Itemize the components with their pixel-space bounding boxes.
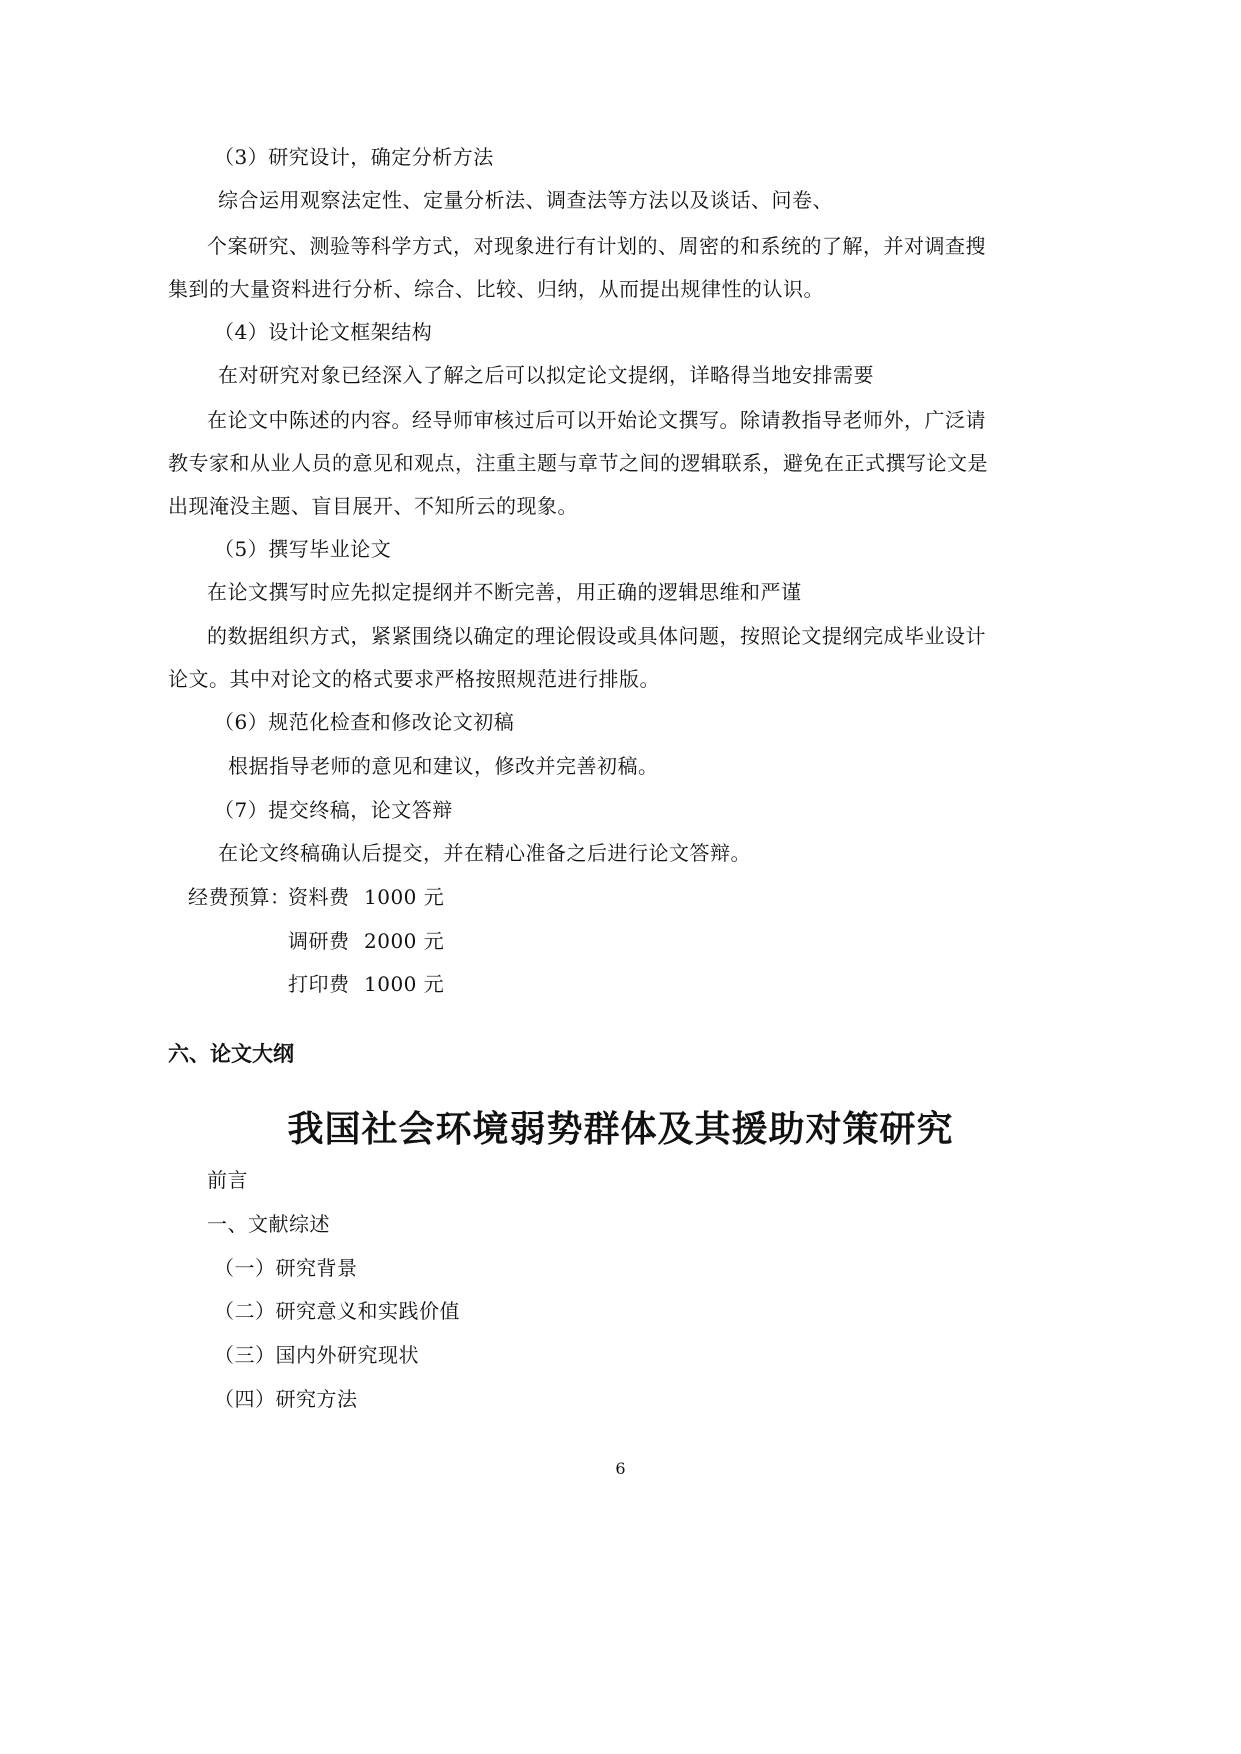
section-heading: 六、论文大纲 (168, 1042, 294, 1066)
paragraph-line: 在论文撰写时应先拟定提纲并不断完善，用正确的逻辑思维和严谨 (207, 580, 802, 604)
page-number: 6 (615, 1459, 626, 1478)
step-4-heading: （4）设计论文框架结构 (214, 320, 433, 344)
paragraph-line: 的数据组织方式，紧紧围绕以确定的理论假设或具体问题，按照论文提纲完成毕业设计 (207, 624, 986, 648)
paragraph-line: 在对研究对象已经深入了解之后可以拟定论文提纲，详略得当地安排需要 (218, 363, 874, 387)
paragraph-line: 出现淹没主题、盲目展开、不知所云的现象。 (168, 494, 578, 518)
paragraph-line: 综合运用观察法定性、定量分析法、调查法等方法以及谈话、问卷、 (218, 188, 833, 212)
outline-item: 一、文献综述 (207, 1212, 330, 1236)
step-6-heading: （6）规范化检查和修改论文初稿 (214, 710, 515, 734)
budget-item-amount: 2000 元 (364, 929, 445, 953)
outline-item: （二）研究意义和实践价值 (214, 1299, 460, 1323)
outline-item: 前言 (207, 1168, 248, 1192)
budget-item-name: 资料费 (288, 885, 350, 909)
outline-item: （三）国内外研究现状 (214, 1343, 419, 1367)
budget-item-name: 打印费 (288, 972, 350, 996)
thesis-title: 我国社会环境弱势群体及其援助对策研究 (287, 1109, 954, 1150)
paragraph-line: 教专家和从业人员的意见和观点，注重主题与章节之间的逻辑联系，避免在正式撰写论文是 (168, 451, 988, 475)
paragraph-line: 根据指导老师的意见和建议，修改并完善初稿。 (228, 754, 659, 778)
step-7-heading: （7）提交终稿，论文答辩 (214, 798, 453, 822)
budget-label: 经费预算： (188, 885, 291, 909)
paragraph-line: 在论文终稿确认后提交，并在精心准备之后进行论文答辩。 (218, 841, 751, 865)
outline-item: （一）研究背景 (214, 1256, 358, 1280)
step-5-heading: （5）撰写毕业论文 (214, 537, 392, 561)
budget-item-name: 调研费 (288, 929, 350, 953)
paragraph-line: 论文。其中对论文的格式要求严格按照规范进行排版。 (168, 667, 660, 691)
budget-item-amount: 1000 元 (364, 972, 445, 996)
budget-item-amount: 1000 元 (364, 885, 445, 909)
paragraph-line: 集到的大量资料进行分析、综合、比较、归纳，从而提出规律性的认识。 (168, 277, 824, 301)
step-3-heading: （3）研究设计，确定分析方法 (214, 145, 494, 169)
paragraph-line: 个案研究、测验等科学方式，对现象进行有计划的、周密的和系统的了解，并对调查搜 (207, 234, 986, 258)
outline-item: （四）研究方法 (214, 1387, 358, 1411)
paragraph-line: 在论文中陈述的内容。经导师审核过后可以开始论文撰写。除请教指导老师外，广泛请 (207, 408, 986, 432)
